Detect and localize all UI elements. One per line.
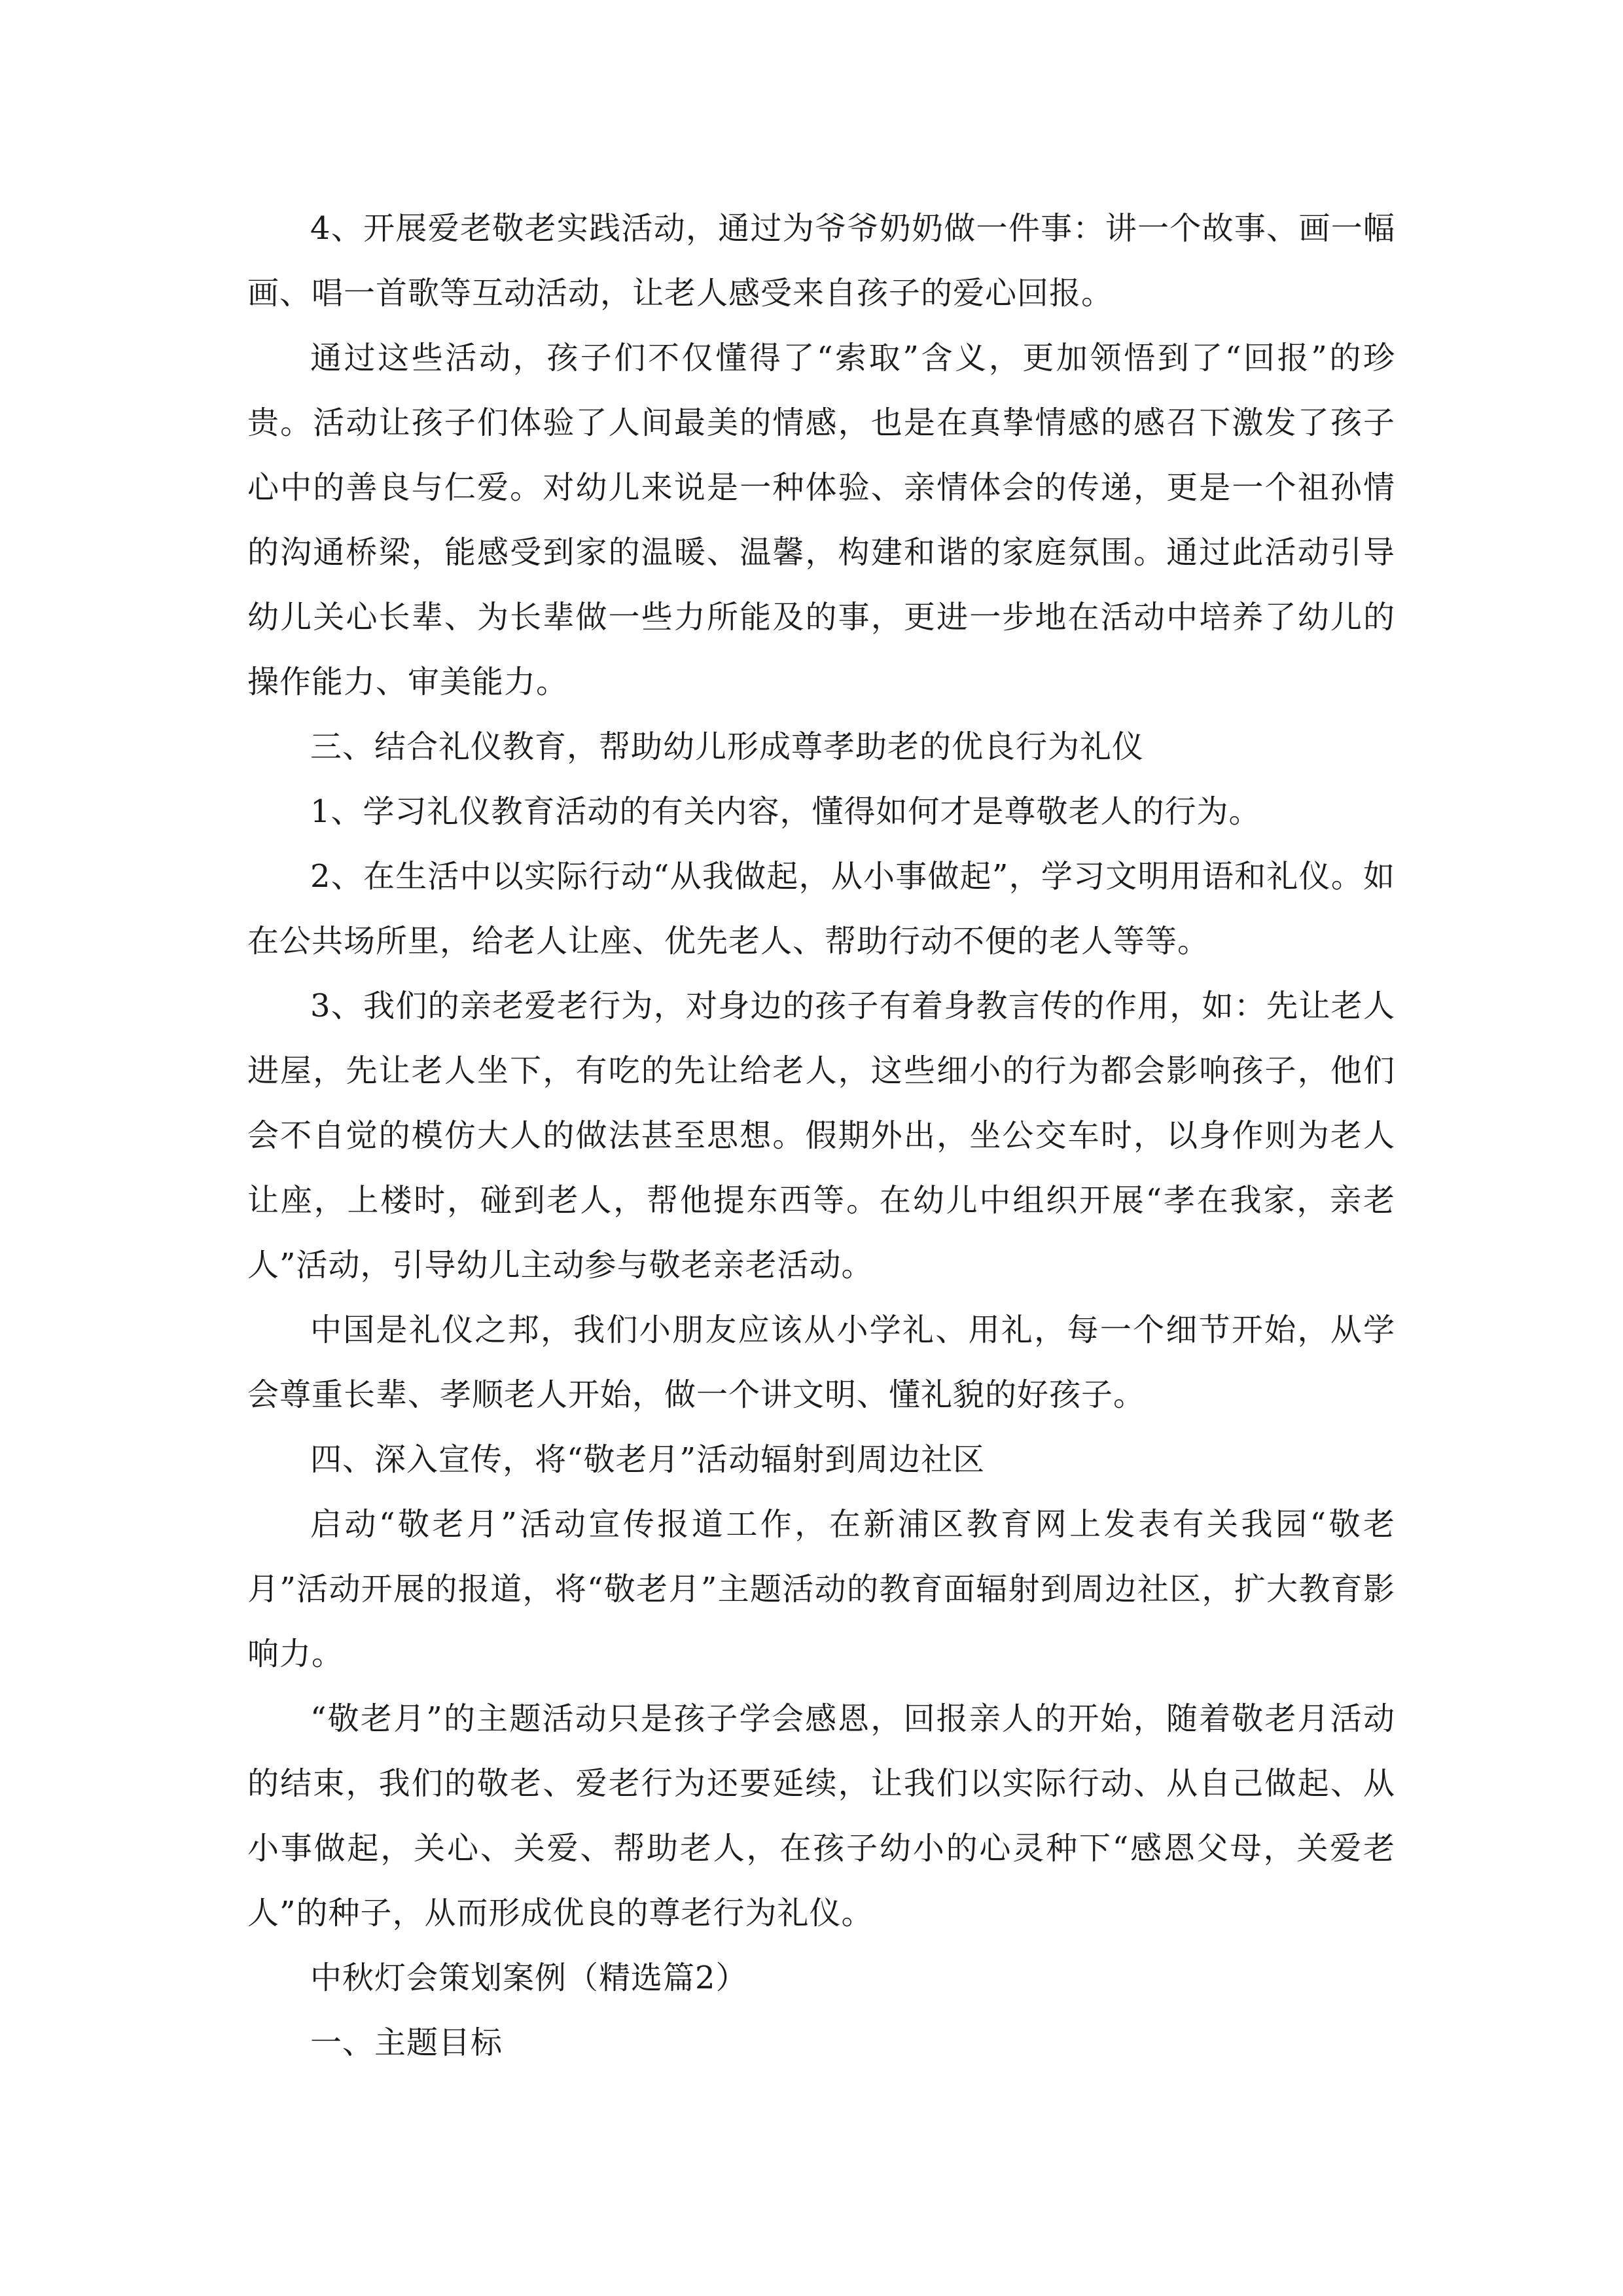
- paragraph-conclusion: “敬老月”的主题活动只是孩子学会感恩，回报亲人的开始，随着敬老月活动的结束，我们的敬老、爱老行为还要延续，让我们以实际行动、从自己做起、从小事做起，关心、关爱、帮助老人，在孩子幼小的心灵种下“感恩父母，关爱老人”的种子，从而形成优良的尊老行为礼仪。: [247, 1700, 1395, 1931]
- paragraph-etiquette-item-1: 1、学习礼仪教育活动的有关内容，懂得如何才是尊敬老人的行为。: [310, 793, 1261, 830]
- section-heading-1-goals: 一、主题目标: [310, 2024, 503, 2061]
- paragraph-activity-summary: 通过这些活动，孩子们不仅懂得了“索取”含义，更加领悟到了“回报”的珍贵。活动让孩子们体验了人间最美的情感，也是在真挚情感的感召下激发了孩子心中的善良与仁爱。对幼儿来说是一种体验、亲情体会的传递，更是一个祖孙情的沟通桥梁，能感受到家的温暖、温馨，构建和谐的家庭氛围。通过此活动引导幼儿关心长辈、为长辈做一些力所能及的事，更进一步地在活动中培养了幼儿的操作能力、审美能力。: [247, 340, 1395, 700]
- paragraph-etiquette-item-3: 3、我们的亲老爱老行为，对身边的孩子有着身教言传的作用，如：先让老人进屋，先让老人坐下，有吃的先让给老人，这些细小的行为都会影响孩子，他们会不自觉的模仿大人的做法甚至思想。假期外出，坐公交车时，以身作则为老人让座，上楼时，碰到老人，帮他提东西等。在幼儿中组织开展“孝在我家，亲老人”活动，引导幼儿主动参与敬老亲老活动。: [247, 988, 1395, 1283]
- article-title-mid-autumn: 中秋灯会策划案例（精选篇2）: [310, 1960, 748, 1996]
- paragraph-etiquette-summary: 中国是礼仪之邦，我们小朋友应该从小学礼、用礼，每一个细节开始，从学会尊重长辈、孝顺老人开始，做一个讲文明、懂礼貌的好孩子。: [247, 1312, 1395, 1413]
- paragraph-practice-activity-4: 4、开展爱老敬老实践活动，通过为爷爷奶奶做一件事：讲一个故事、画一幅画、唱一首歌等互动活动，让老人感受来自孩子的爱心回报。: [247, 210, 1395, 312]
- paragraph-etiquette-item-2: 2、在生活中以实际行动“从我做起，从小事做起”，学习文明用语和礼仪。如在公共场所里，给老人让座、优先老人、帮助行动不便的老人等等。: [247, 858, 1395, 960]
- document-body: [247, 196, 1395, 2075]
- section-heading-3-etiquette: 三、结合礼仪教育，帮助幼儿形成尊孝助老的优良行为礼仪: [310, 728, 1145, 765]
- paragraph-publicity: 启动“敬老月”活动宣传报道工作，在新浦区教育网上发表有关我园“敬老月”活动开展的报道，将“敬老月”主题活动的教育面辐射到周边社区，扩大教育影响力。: [247, 1506, 1395, 1672]
- section-heading-4-publicity: 四、深入宣传，将“敬老月”活动辐射到周边社区: [310, 1441, 986, 1478]
